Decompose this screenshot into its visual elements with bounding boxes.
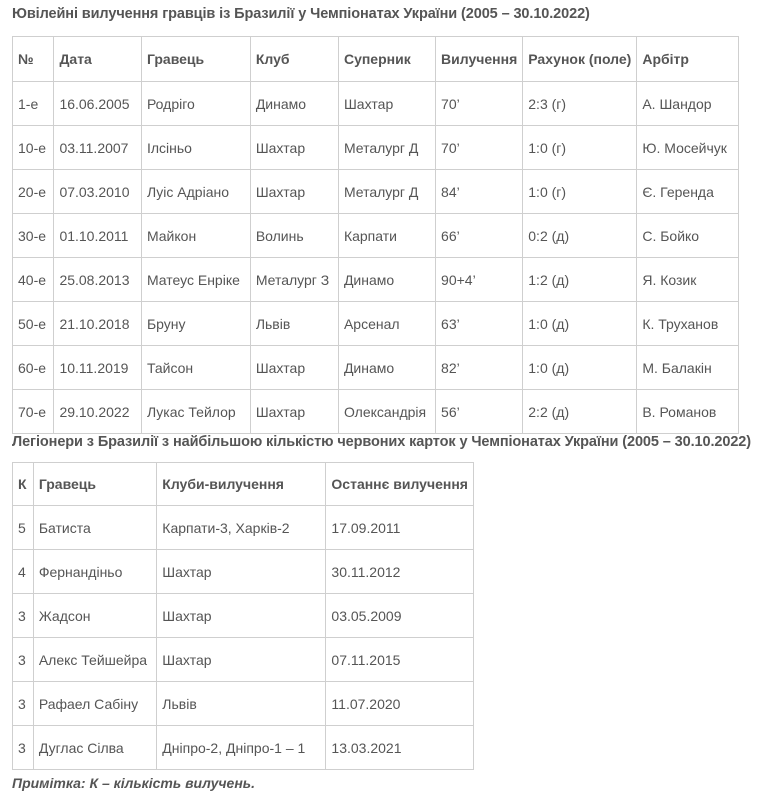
table-cell: В. Романов xyxy=(637,390,739,434)
table-cell: 82’ xyxy=(436,346,523,390)
table-cell: 70’ xyxy=(436,82,523,126)
table-cell: 70-е xyxy=(13,390,54,434)
table-cell: 70’ xyxy=(436,126,523,170)
table-row xyxy=(13,506,474,550)
table-cell: Матеус Енріке xyxy=(141,258,250,302)
table-cell: Шахтар xyxy=(250,170,338,214)
table-cell: А. Шандор xyxy=(637,82,739,126)
column-header: Рахунок (поле) xyxy=(523,37,637,82)
table-row xyxy=(13,214,739,258)
table-row xyxy=(13,682,474,726)
column-header: Гравець xyxy=(33,463,156,506)
table-row xyxy=(13,126,739,170)
table-cell: Ю. Мосейчук xyxy=(637,126,739,170)
table-cell: Металург Д xyxy=(338,170,435,214)
table-cell: 07.03.2010 xyxy=(54,170,142,214)
table-cell: Шахтар xyxy=(338,82,435,126)
header-row xyxy=(13,463,474,506)
table-cell: Жадсон xyxy=(33,594,156,638)
table-cell: Майкон xyxy=(141,214,250,258)
table-cell: Арсенал xyxy=(338,302,435,346)
table-cell: Шахтар xyxy=(250,126,338,170)
column-header: № xyxy=(13,37,54,82)
table2-title: Легіонери з Бразилії з найбільшою кількістю червоних карток у Чемпіонатах України (2005 – 30.10.2022) xyxy=(12,434,751,450)
table-row xyxy=(13,726,474,770)
table-cell: 1:0 (г) xyxy=(523,170,637,214)
table-cell: 13.03.2021 xyxy=(326,726,474,770)
table-row xyxy=(13,550,474,594)
table-cell: Родріго xyxy=(141,82,250,126)
table-cell: Динамо xyxy=(338,346,435,390)
table-cell: 3 xyxy=(13,638,34,682)
table-cell: 10.11.2019 xyxy=(54,346,142,390)
table-cell: Шахтар xyxy=(250,346,338,390)
column-header: Суперник xyxy=(338,37,435,82)
table-cell: С. Бойко xyxy=(637,214,739,258)
table-cell: Тайсон xyxy=(141,346,250,390)
table-cell: 30-е xyxy=(13,214,54,258)
table-cell: 21.10.2018 xyxy=(54,302,142,346)
table-cell: 1-е xyxy=(13,82,54,126)
table-cell: 50-е xyxy=(13,302,54,346)
table-cell: Бруну xyxy=(141,302,250,346)
table-cell: 4 xyxy=(13,550,34,594)
table-cell: 07.11.2015 xyxy=(326,638,474,682)
column-header: Арбітр xyxy=(637,37,739,82)
table-cell: М. Балакін xyxy=(637,346,739,390)
header-row xyxy=(13,37,739,82)
column-header: Останнє вилучення xyxy=(326,463,474,506)
table-cell: Карпати-3, Харків-2 xyxy=(157,506,326,550)
table-cell: Лукас Тейлор xyxy=(141,390,250,434)
column-header: Гравець xyxy=(141,37,250,82)
table-cell: 17.09.2011 xyxy=(326,506,474,550)
column-header: Клуб xyxy=(250,37,338,82)
table-cell: К. Труханов xyxy=(637,302,739,346)
table-cell: 01.10.2011 xyxy=(54,214,142,258)
table-cell: 5 xyxy=(13,506,34,550)
table-cell: Шахтар xyxy=(157,550,326,594)
table-cell: Волинь xyxy=(250,214,338,258)
most-red-cards-table xyxy=(12,462,474,770)
table-cell: 84’ xyxy=(436,170,523,214)
table-cell: Шахтар xyxy=(157,638,326,682)
table-cell: 3 xyxy=(13,726,34,770)
table-cell: 11.07.2020 xyxy=(326,682,474,726)
table-cell: Я. Козик xyxy=(637,258,739,302)
table-row xyxy=(13,82,739,126)
table-cell: Шахтар xyxy=(157,594,326,638)
table-cell: 60-е xyxy=(13,346,54,390)
table-row xyxy=(13,302,739,346)
footnote: Примітка: К – кількість вилучень. xyxy=(12,775,255,791)
table-cell: 29.10.2022 xyxy=(54,390,142,434)
table-row xyxy=(13,258,739,302)
table-cell: 1:0 (д) xyxy=(523,302,637,346)
table-cell: Є. Геренда xyxy=(637,170,739,214)
table-cell: Алекс Тейшейра xyxy=(33,638,156,682)
table-cell: Львів xyxy=(250,302,338,346)
table-cell: Дуглас Сілва xyxy=(33,726,156,770)
table-row xyxy=(13,170,739,214)
column-header: Вилучення xyxy=(436,37,523,82)
table-cell: Дніпро-2, Дніпро-1 – 1 xyxy=(157,726,326,770)
table-row xyxy=(13,594,474,638)
jubilee-dismissals-table xyxy=(12,36,739,434)
column-header: Клуби-вилучення xyxy=(157,463,326,506)
table-cell: 2:2 (д) xyxy=(523,390,637,434)
table-cell: Металург З xyxy=(250,258,338,302)
table-cell: 25.08.2013 xyxy=(54,258,142,302)
table-cell: 66’ xyxy=(436,214,523,258)
table-cell: Металург Д xyxy=(338,126,435,170)
table-row xyxy=(13,346,739,390)
table-cell: 10-е xyxy=(13,126,54,170)
table-cell: 1:0 (г) xyxy=(523,126,637,170)
table-cell: Луіс Адріано xyxy=(141,170,250,214)
table-cell: 03.05.2009 xyxy=(326,594,474,638)
table-cell: 2:3 (г) xyxy=(523,82,637,126)
table-cell: Карпати xyxy=(338,214,435,258)
table-cell: Рафаел Сабіну xyxy=(33,682,156,726)
table-cell: 16.06.2005 xyxy=(54,82,142,126)
table-row xyxy=(13,390,739,434)
column-header: К xyxy=(13,463,34,506)
table-cell: 30.11.2012 xyxy=(326,550,474,594)
table-cell: 0:2 (д) xyxy=(523,214,637,258)
table-cell: 3 xyxy=(13,682,34,726)
table-cell: 1:0 (д) xyxy=(523,346,637,390)
table-cell: 3 xyxy=(13,594,34,638)
table-cell: 03.11.2007 xyxy=(54,126,142,170)
table-row xyxy=(13,638,474,682)
table-cell: Фернандіньо xyxy=(33,550,156,594)
table-cell: 63’ xyxy=(436,302,523,346)
table-cell: Львів xyxy=(157,682,326,726)
table-cell: Ілсіньо xyxy=(141,126,250,170)
table1-title: Ювілейні вилучення гравців із Бразилії у Чемпіонатах України (2005 – 30.10.2022) xyxy=(12,6,590,22)
table-cell: Шахтар xyxy=(250,390,338,434)
table-cell: 1:2 (д) xyxy=(523,258,637,302)
table-cell: 56’ xyxy=(436,390,523,434)
table-cell: Олександрія xyxy=(338,390,435,434)
table-cell: Батиста xyxy=(33,506,156,550)
table-cell: 20-е xyxy=(13,170,54,214)
table-cell: Динамо xyxy=(338,258,435,302)
column-header: Дата xyxy=(54,37,142,82)
table-cell: Динамо xyxy=(250,82,338,126)
table-cell: 90+4’ xyxy=(436,258,523,302)
table-cell: 40-е xyxy=(13,258,54,302)
